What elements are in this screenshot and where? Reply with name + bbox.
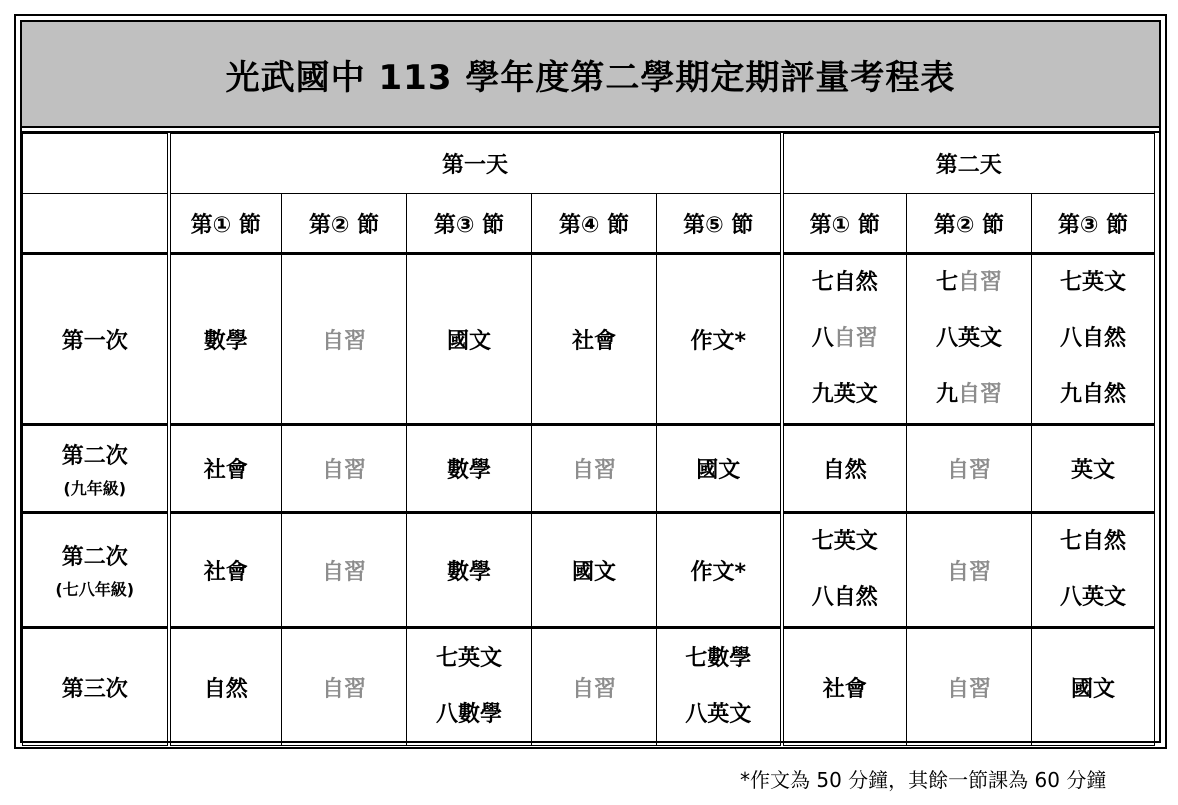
exam-round-label [23, 254, 169, 425]
schedule-cell [169, 513, 282, 628]
subject-entry: 英文 [1070, 458, 1115, 483]
day-header-1: 第一天 [169, 134, 782, 194]
period-header-day1-4: 第④ 節 [532, 194, 657, 254]
schedule-cell [907, 425, 1032, 513]
period-header-day1-3: 第③ 節 [407, 194, 532, 254]
subject-entry: 自然 [203, 676, 248, 702]
schedule-cell [407, 254, 532, 425]
self-study-label: 自習 [958, 270, 1003, 295]
subject-entry: 七英文 [811, 529, 878, 554]
exam-schedule-table [22, 133, 1155, 746]
period-header-day1-5: 第⑤ 節 [657, 194, 782, 254]
schedule-cell [282, 628, 407, 746]
subject-entry: 七自習 [935, 270, 1003, 295]
subject-entry: 七英文 [435, 646, 502, 671]
subject-entry: 自習 [946, 676, 991, 702]
schedule-cell [782, 628, 907, 746]
corner-cell-bottom [23, 194, 169, 254]
schedule-cell [657, 513, 782, 628]
schedule-cell [532, 425, 657, 513]
subject-entry: 數學 [203, 328, 248, 354]
schedule-cell [907, 513, 1032, 628]
subject-entry: 七自然 [1059, 529, 1126, 554]
schedule-cell [407, 513, 532, 628]
subject-entry: 八英文 [685, 702, 752, 727]
subject-entry: 自習 [946, 458, 991, 483]
exam-round-name: 第二次 [61, 545, 128, 570]
subject-entry: 國文 [696, 458, 741, 483]
period-header-day2-3: 第③ 節 [1032, 194, 1155, 254]
subject-entry: 八自習 [811, 326, 878, 351]
subject-entry: 國文 [1070, 676, 1115, 702]
subject-entry: 作文* [690, 559, 746, 585]
exam-round-label [23, 513, 169, 628]
subject-entry: 國文 [446, 328, 491, 354]
schedule-cell [169, 628, 282, 746]
day-header-2: 第二天 [782, 134, 1155, 194]
subject-entry: 八自然 [1059, 326, 1126, 351]
subject-entry: 八自然 [811, 585, 878, 610]
subject-entry: 自習 [571, 676, 616, 702]
subject-entry: 社會 [203, 559, 248, 585]
subject-entry: 作文* [690, 328, 746, 354]
schedule-cell [782, 513, 907, 628]
subject-entry: 自習 [321, 458, 366, 483]
exam-round-label [23, 425, 169, 513]
schedule-cell [1032, 254, 1155, 425]
schedule-cell [1032, 425, 1155, 513]
subject-entry: 數學 [446, 458, 491, 483]
schedule-cell [282, 513, 407, 628]
subject-entry: 社會 [203, 458, 248, 483]
schedule-cell [282, 425, 407, 513]
exam-round-grade: (九年級) [63, 478, 127, 498]
subject-entry: 八英文 [1059, 585, 1126, 610]
schedule-cell [657, 425, 782, 513]
schedule-cell [907, 628, 1032, 746]
subject-entry: 社會 [571, 328, 616, 354]
period-header-day2-2: 第② 節 [907, 194, 1032, 254]
schedule-frame [14, 14, 1167, 749]
subject-entry: 自習 [321, 676, 366, 702]
page-title: 光武國中 113 學年度第二學期定期評量考程表 [22, 22, 1159, 128]
schedule-cell [169, 425, 282, 513]
subject-entry: 八數學 [435, 702, 502, 727]
subject-entry: 自然 [822, 458, 867, 483]
schedule-cell [1032, 513, 1155, 628]
corner-cell-top [23, 134, 169, 194]
schedule-cell [407, 425, 532, 513]
schedule-cell [782, 425, 907, 513]
schedule-cell [657, 628, 782, 746]
subject-entry: 數學 [446, 559, 491, 585]
schedule-cell [282, 254, 407, 425]
subject-entry: 七數學 [685, 646, 752, 671]
schedule-inner-frame [20, 20, 1161, 743]
subject-entry: 自習 [571, 458, 616, 483]
subject-entry: 九自習 [935, 382, 1003, 407]
subject-entry: 八英文 [935, 326, 1002, 351]
subject-entry: 國文 [571, 559, 616, 585]
self-study-label: 自習 [958, 382, 1003, 407]
schedule-cell [532, 513, 657, 628]
schedule-cell [1032, 628, 1155, 746]
schedule-cell [657, 254, 782, 425]
schedule-cell [532, 254, 657, 425]
schedule-cell [782, 254, 907, 425]
period-header-day1-1: 第① 節 [169, 194, 282, 254]
exam-round-name: 第二次 [61, 443, 128, 469]
schedule-cell [407, 628, 532, 746]
footnote: *作文為 50 分鐘，其餘一節課為 60 分鐘 [740, 768, 1107, 792]
exam-round-name: 第一次 [61, 328, 128, 354]
subject-entry: 社會 [822, 676, 867, 702]
subject-entry: 九英文 [811, 382, 878, 407]
subject-entry: 七英文 [1059, 270, 1126, 295]
exam-round-name: 第三次 [61, 676, 128, 702]
schedule-cell [532, 628, 657, 746]
self-study-label: 自習 [833, 326, 878, 351]
subject-entry: 九自然 [1059, 382, 1126, 407]
schedule-cell [907, 254, 1032, 425]
period-header-day1-2: 第② 節 [282, 194, 407, 254]
schedule-cell [169, 254, 282, 425]
subject-entry: 自習 [321, 559, 366, 585]
exam-round-label [23, 628, 169, 746]
subject-entry: 自習 [946, 559, 991, 585]
period-header-day2-1: 第① 節 [782, 194, 907, 254]
subject-entry: 自習 [321, 328, 366, 354]
subject-entry: 七自然 [811, 270, 878, 295]
exam-round-grade: (七八年級) [55, 580, 135, 599]
